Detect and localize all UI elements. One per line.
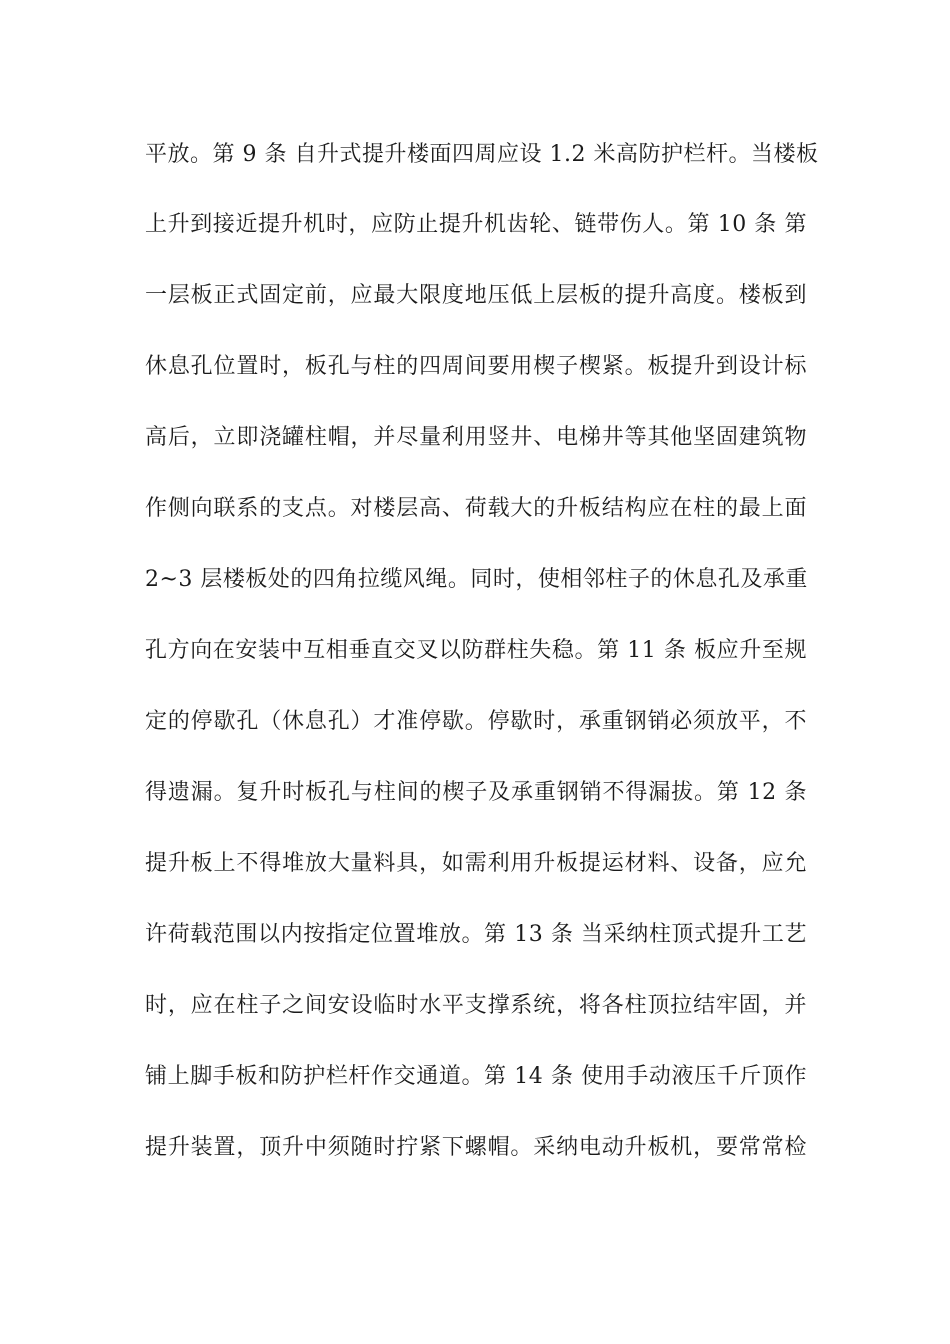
paragraph-line: 提升装置，顶升中须随时拧紧下螺帽。采纳电动升板机，要常常检: [145, 1135, 807, 1160]
paragraph-line: 提升板上不得堆放大量料具，如需利用升板提运材料、设备，应允: [145, 851, 807, 876]
paragraph-line: 许荷载范围以内按指定位置堆放。第 13 条 当采纳柱顶式提升工艺: [145, 922, 807, 947]
paragraph-line: 铺上脚手板和防护栏杆作交通道。第 14 条 使用手动液压千斤顶作: [145, 1064, 807, 1089]
paragraph-line: 2~3 层楼板处的四角拉缆风绳。同时，使相邻柱子的休息孔及承重: [145, 567, 808, 592]
paragraph-line: 孔方向在安装中互相垂直交叉以防群柱失稳。第 11 条 板应升至规: [145, 638, 807, 663]
paragraph-line: 定的停歇孔（休息孔）才准停歇。停歇时，承重钢销必须放平，不: [145, 709, 807, 734]
paragraph-line: 得遗漏。复升时板孔与柱间的楔子及承重钢销不得漏拔。第 12 条: [145, 780, 807, 805]
paragraph-line: 时，应在柱子之间安设临时水平支撑系统，将各柱顶拉结牢固，并: [145, 993, 807, 1018]
paragraph-line: 平放。第 9 条 自升式提升楼面四周应设 1.2 米高防护栏杆。当楼板: [145, 142, 819, 167]
paragraph-line: 一层板正式固定前，应最大限度地压低上层板的提升高度。楼板到: [145, 283, 807, 308]
paragraph-line: 休息孔位置时，板孔与柱的四周间要用楔子楔紧。板提升到设计标: [145, 354, 807, 379]
paragraph-line: 作侧向联系的支点。对楼层高、荷载大的升板结构应在柱的最上面: [145, 496, 807, 521]
paragraph-line: 高后，立即浇罐柱帽，并尽量利用竖井、电梯井等其他坚固建筑物: [145, 425, 807, 450]
paragraph-line: 上升到接近提升机时，应防止提升机齿轮、链带伤人。第 10 条 第: [145, 212, 807, 237]
